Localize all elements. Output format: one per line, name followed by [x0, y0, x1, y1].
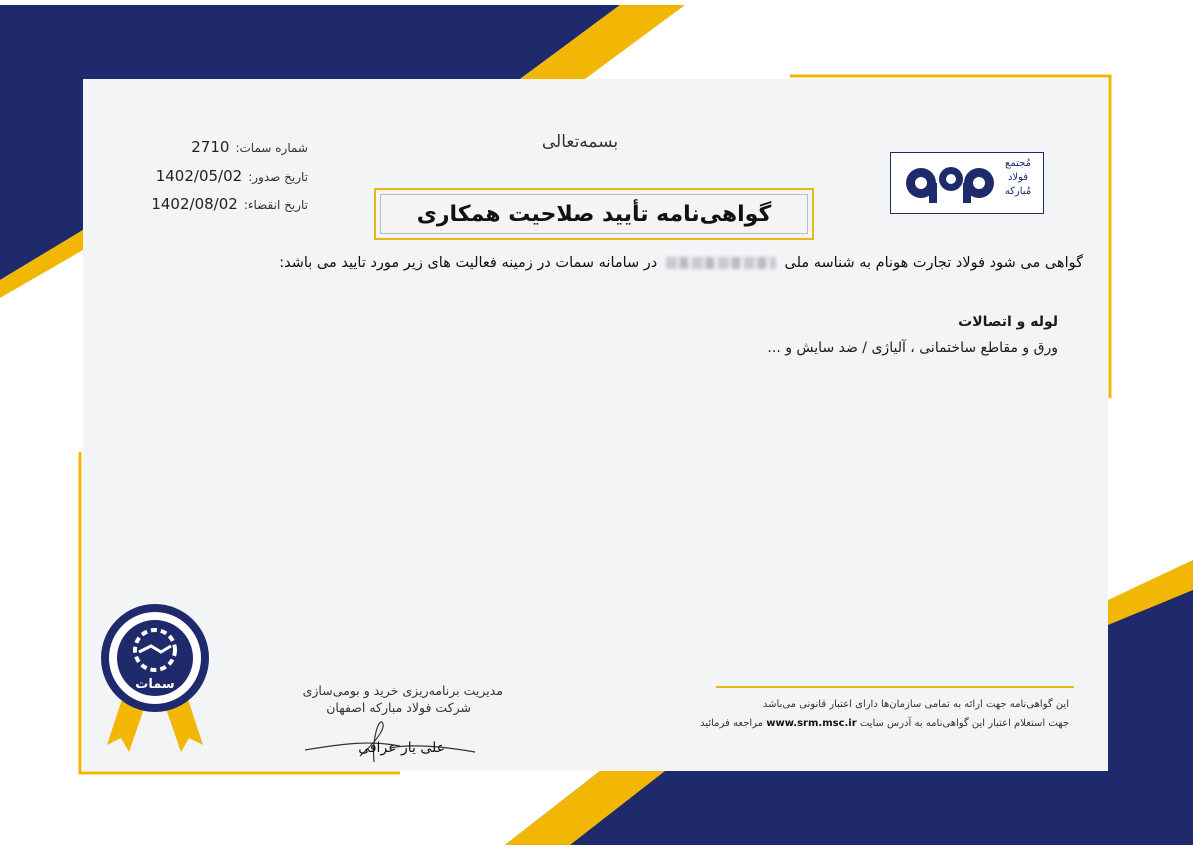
statement-part2: در سامانه سمات در زمینه فعالیت های زیر مورد تایید می باشد:	[279, 255, 658, 271]
certificate-statement	[183, 252, 1083, 274]
meta-expiry-date	[108, 195, 308, 213]
logo-caption-line3: مُبارکه	[1004, 186, 1032, 197]
logo-caption	[997, 157, 1039, 199]
certificate-title: گواهی‌نامه تأیید صلاحیت همکاری	[416, 201, 772, 227]
activity-title: لوله و اتصالات	[958, 314, 1058, 330]
inquiry-url[interactable]: www.srm.msc.ir	[766, 718, 857, 729]
seal-label: سمات	[135, 677, 175, 692]
activity-detail: ورق و مقاطع ساختمانی ، آلیاژی / ضد سایش و ...	[767, 340, 1058, 356]
signatory-name: علی یار عراقی	[358, 740, 445, 756]
footer-note-inquiry	[700, 718, 1069, 729]
meta-expiry-date-value: 1402/08/02	[151, 195, 238, 213]
signatory-company: شرکت فولاد مبارکه اصفهان	[326, 700, 471, 715]
inquiry-text-before: جهت استعلام اعتبار این گواهی‌نامه به آدرس سایت	[859, 718, 1069, 729]
redacted-national-id	[666, 257, 776, 269]
basmala: بسمه‌تعالی	[541, 132, 619, 152]
meta-number-label: شماره سمات:	[235, 141, 308, 155]
meta-expiry-date-label: تاریخ انقضاء:	[243, 198, 308, 212]
logo-caption-line2: فولاد	[1007, 172, 1029, 183]
meta-issue-date	[108, 167, 308, 185]
signatory-department: مدیریت برنامه‌ریزی خرید و بومی‌سازی	[302, 683, 503, 698]
inquiry-text-after: مراجعه فرمائید	[700, 718, 764, 729]
meta-issue-date-label: تاریخ صدور:	[248, 170, 308, 184]
company-logo	[890, 152, 1044, 214]
meta-issue-date-value: 1402/05/02	[155, 167, 243, 185]
meta-number-value: 2710	[191, 138, 230, 156]
logo-caption-line1: مُجتمع	[1005, 158, 1031, 169]
footer-note-validity: این گواهی‌نامه جهت ارائه به تمامی سازمان‌ها دارای اعتبار قانونی می‌باشد	[762, 699, 1069, 710]
statement-part1: گواهی می شود فولاد تجارت هونام به شناسه ملی	[784, 255, 1083, 271]
logo-mark-icon	[899, 157, 999, 209]
meta-number	[108, 138, 308, 156]
samat-seal-icon	[95, 600, 215, 760]
title-frame	[374, 188, 814, 240]
footer-divider	[716, 686, 1074, 688]
